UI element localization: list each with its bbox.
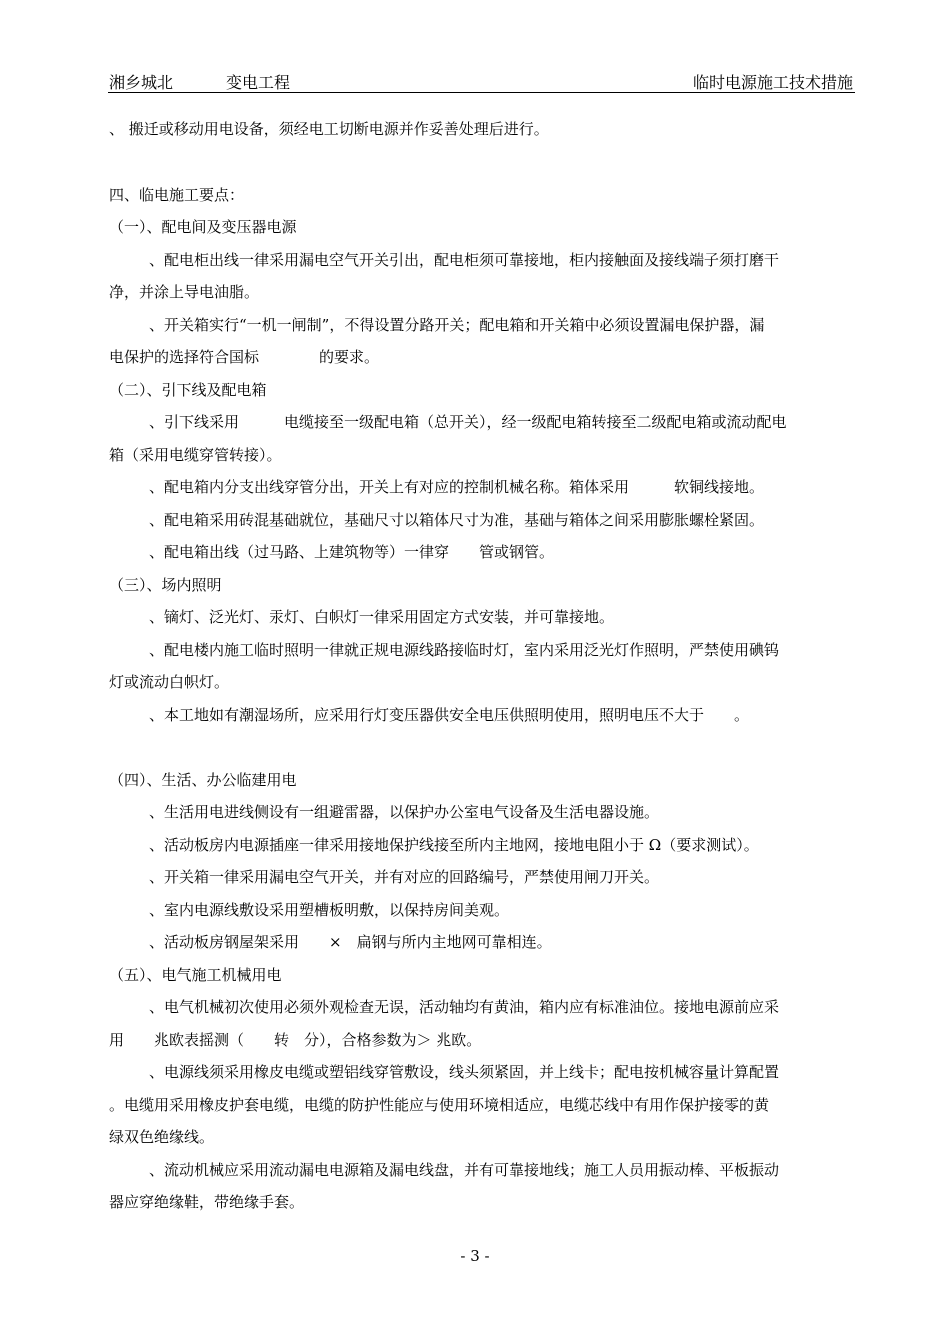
paragraph-line: 绿双色绝缘线。 xyxy=(109,1128,215,1146)
paragraph-line: 、本工地如有潮湿场所，应采用行灯变压器供安全电压供照明使用，照明电压不大于 。 xyxy=(149,706,750,724)
subsection-heading: （一）、配电间及变压器电源 xyxy=(109,218,297,236)
paragraph-line: 、配电箱内分支出线穿管分出，开关上有对应的控制机械名称。箱体采用 软铜线接地。 xyxy=(149,478,765,496)
paragraph-line: 、开关箱实行“一机一闸制”，不得设置分路开关；配电箱和开关箱中必须设置漏电保护器，漏 xyxy=(149,316,765,334)
paragraph-line: 、配电楼内施工临时照明一律就正规电源线路接临时灯，室内采用泛光灯作照明，严禁使用碘钨 xyxy=(149,641,780,659)
paragraph-line: 、配电柜出线一律采用漏电空气开关引出，配电柜须可靠接地，柜内接触面及接线端子须打磨干 xyxy=(149,251,780,269)
paragraph-line: 、电气机械初次使用必须外观检查无误，活动轴均有黄油，箱内应有标准油位。接地电源前应采 xyxy=(149,998,780,1016)
paragraph-line: 用 兆欧表摇测（ 转 分），合格参数为＞ 兆欧。 xyxy=(109,1031,482,1049)
section-heading: 四、临电施工要点： xyxy=(109,186,245,204)
subsection-heading: （四）、生活、办公临建用电 xyxy=(109,771,297,789)
subsection-heading: （二）、引下线及配电箱 xyxy=(109,381,267,399)
paragraph-line: 箱（采用电缆穿管转接）。 xyxy=(109,446,282,464)
paragraph-line: 、配电箱采用砖混基础就位，基础尺寸以箱体尺寸为准，基础与箱体之间采用膨胀螺栓紧固。 xyxy=(149,511,765,529)
paragraph-line: 、 搬迁或移动用电设备，须经电工切断电源并作妥善处理后进行。 xyxy=(109,120,549,138)
paragraph-line: 、镝灯、泛光灯、汞灯、白帜灯一律采用固定方式安装，并可靠接地。 xyxy=(149,608,615,626)
paragraph-line: 、生活用电进线侧设有一组避雷器，以保护办公室电气设备及生活电器设施。 xyxy=(149,803,660,821)
paragraph-line: 、引下线采用 电缆接至一级配电箱（总开关），经一级配电箱转接至二级配电箱或流动配电 xyxy=(149,413,787,431)
subsection-heading: （三）、场内照明 xyxy=(109,576,222,594)
paragraph-line: 、活动板房内电源插座一律采用接地保护线接至所内主地网，接地电阻小于 Ω（要求测试）。 xyxy=(149,836,759,854)
header-rule xyxy=(108,92,855,93)
paragraph-line: 、开关箱一律采用漏电空气开关，并有对应的回路编号，严禁使用闸刀开关。 xyxy=(149,868,660,886)
paragraph-line: 、活动板房钢屋架采用 × 扁钢与所内主地网可靠相连。 xyxy=(149,933,552,951)
paragraph-line: 、配电箱出线（过马路、上建筑物等）一律穿 管或钢管。 xyxy=(149,543,555,561)
page-number: - 3 - xyxy=(460,1247,490,1265)
paragraph-line: 、流动机械应采用流动漏电电源箱及漏电线盘，并有可靠接地线；施工人员用振动棒、平板振动 xyxy=(149,1161,780,1179)
header-project-type: 变电工程 xyxy=(226,73,291,92)
header-project-name: 湘乡城北 xyxy=(109,73,174,92)
paragraph-line: 净，并涂上导电油脂。 xyxy=(109,283,260,301)
paragraph-line: 。电缆用采用橡皮护套电缆，电缆的防护性能应与使用环境相适应，电缆芯线中有用作保护接零的黄 xyxy=(109,1096,770,1114)
paragraph-line: 灯或流动白帜灯。 xyxy=(109,673,230,691)
paragraph-line: 、室内电源线敷设采用塑槽板明敷，以保持房间美观。 xyxy=(149,901,510,919)
paragraph-line: 、电源线须采用橡皮电缆或塑铝线穿管敷设，线头须紧固，并上线卡；配电按机械容量计算配置 xyxy=(149,1063,780,1081)
header-document-title: 临时电源施工技术措施 xyxy=(692,73,853,92)
subsection-heading: （五）、电气施工机械用电 xyxy=(109,966,282,984)
paragraph-line: 器应穿绝缘鞋，带绝缘手套。 xyxy=(109,1193,305,1211)
paragraph-line: 电保护的选择符合国标 的要求。 xyxy=(109,348,380,366)
